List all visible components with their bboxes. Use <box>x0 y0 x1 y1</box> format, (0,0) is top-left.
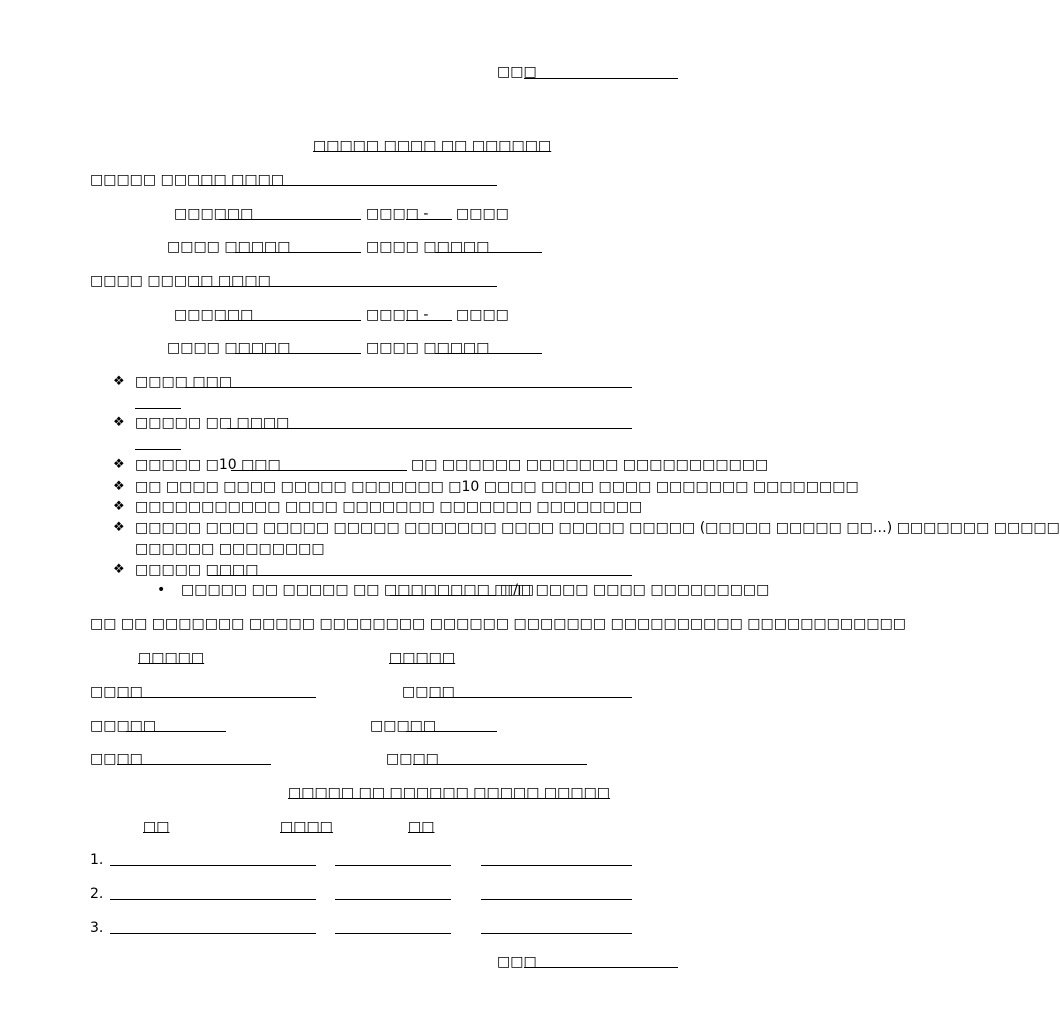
document-title: □□□□□ □□□□ □□ □□□□□□ <box>313 138 552 154</box>
witness3-signature-field[interactable] <box>481 933 632 934</box>
bullet1-label: □□□□ □□□ <box>135 374 233 390</box>
bullet-icon: ❖ <box>113 479 125 494</box>
witness2-name-field[interactable] <box>110 899 316 900</box>
right-name-field[interactable] <box>429 697 632 698</box>
witness1-address-field[interactable] <box>335 865 451 866</box>
witness-row-number: 2. <box>90 886 104 902</box>
witness3-name-field[interactable] <box>110 933 316 934</box>
witness2-signature-field[interactable] <box>481 899 632 900</box>
party1-area-field[interactable] <box>406 219 452 220</box>
party1-name-field[interactable] <box>199 185 497 186</box>
party1-address-label: □□□□□□ <box>174 206 254 222</box>
bullet7-label: □□□□□ □□□□ <box>135 562 259 578</box>
left-date-field[interactable] <box>117 764 271 765</box>
party1-phone-field[interactable] <box>235 252 361 253</box>
bullet3-label: □□□□□ □10 □□□ <box>135 457 281 473</box>
bullet3-field[interactable] <box>231 470 407 471</box>
agreement-statement: □□ □□ □□□□□□□ □□□□□ □□□□□□□□ □□□□□□ □□□□□□□ □□□□□□□□□□ □□□□□□□□□□□□ <box>90 616 907 632</box>
left-signature-label: □□□□□ <box>90 718 157 734</box>
bullet5-text: □□□□□□□□□□□ □□□□ □□□□□□□ □□□□□□□ □□□□□□□□ <box>135 499 643 515</box>
party1-address-field[interactable] <box>219 219 361 220</box>
party2-phone-label: □□□□ □□□□□ <box>167 340 291 356</box>
party2-name-field[interactable] <box>190 286 497 287</box>
right-name-label: □□□□ <box>402 684 455 700</box>
party1-name-label: □□□□□ □□□□□ □□□□ <box>90 172 285 188</box>
left-name-label: □□□□ <box>90 684 143 700</box>
party1-area-label: □□□□ - <box>366 206 429 222</box>
witness2-address-field[interactable] <box>335 899 451 900</box>
bullet7-field[interactable] <box>208 575 632 576</box>
right-signature-label: □□□□□ <box>370 718 437 734</box>
witness-title: □□□□□ □□ □□□□□□ □□□□□ □□□□□ <box>288 785 611 801</box>
party1-id-field[interactable] <box>435 252 542 253</box>
party2-district-label: □□□□ <box>456 307 509 323</box>
bullet-icon: ❖ <box>113 374 125 389</box>
witness-row-number: 3. <box>90 920 104 936</box>
right-date-label: □□□□ <box>386 751 439 767</box>
left-name-field[interactable] <box>117 697 316 698</box>
sub-bullet-field[interactable] <box>390 595 496 596</box>
party2-area-label: □□□□ - <box>366 307 429 323</box>
witness-col-signature: □□ <box>408 819 435 835</box>
bullet2-label: □□□□□ □□ □□□□ <box>135 415 290 431</box>
witness1-signature-field[interactable] <box>481 865 632 866</box>
bottom-date-field[interactable] <box>524 967 678 968</box>
bullet1-field[interactable] <box>185 387 632 388</box>
top-date-field[interactable] <box>524 78 678 79</box>
witness1-name-field[interactable] <box>110 865 316 866</box>
party2-address-label: □□□□□□ <box>174 307 254 323</box>
bullet3-text: □□ □□□□□□ □□□□□□□ □□□□□□□□□□□ <box>411 457 769 473</box>
party2-id-field[interactable] <box>435 353 542 354</box>
party2-phone-field[interactable] <box>235 353 361 354</box>
bottom-date-label: □□□ <box>497 954 537 970</box>
party2-area-field[interactable] <box>406 320 452 321</box>
right-party-heading: □□□□□ <box>389 650 456 666</box>
bullet4-text: □□ □□□□ □□□□ □□□□□ □□□□□□□ □10 □□□□ □□□□ □□□□ □□□□□□□ □□□□□□□□ <box>135 479 859 495</box>
sub-bullet-text-end: □/□ □□□□ □□□□ □□□□□□□□□ <box>500 582 770 598</box>
sub-bullet-text: □□□□□ □□ □□□□□ □□ □□□□□□□□ □□□ <box>181 582 534 598</box>
left-party-heading: □□□□□ <box>138 650 205 666</box>
witness-col-address: □□□□ <box>280 819 333 835</box>
bullet-icon: ❖ <box>113 499 125 514</box>
bullet-icon: ❖ <box>113 562 125 577</box>
party2-id-label: □□□□ □□□□□ <box>366 340 490 356</box>
party1-district-label: □□□□ <box>456 206 509 222</box>
left-date-label: □□□□ <box>90 751 143 767</box>
party1-phone-label: □□□□ □□□□□ <box>167 239 291 255</box>
bullet1-field-cont[interactable] <box>135 408 181 409</box>
bullet6-text-cont: □□□□□□ □□□□□□□□ <box>135 541 325 557</box>
bullet6-text: □□□□□ □□□□ □□□□□ □□□□□ □□□□□□□ □□□□ □□□□□ □□□□□ (□□□□□ □□□□□ □□…) □□□□□□□ □□□□□ <box>135 520 1060 536</box>
bullet-icon: ❖ <box>113 457 125 472</box>
bullet-icon: ❖ <box>113 520 125 535</box>
right-date-field[interactable] <box>413 764 587 765</box>
sub-bullet-icon: • <box>157 582 166 598</box>
witness-col-name: □□ <box>143 819 170 835</box>
party1-id-label: □□□□ □□□□□ <box>366 239 490 255</box>
witness3-address-field[interactable] <box>335 933 451 934</box>
bullet2-field-cont[interactable] <box>135 449 181 450</box>
left-signature-field[interactable] <box>126 731 226 732</box>
right-signature-field[interactable] <box>406 731 497 732</box>
bullet-icon: ❖ <box>113 415 125 430</box>
party2-address-field[interactable] <box>219 320 361 321</box>
witness-row-number: 1. <box>90 852 104 868</box>
bullet2-field[interactable] <box>227 428 632 429</box>
party2-name-label: □□□□ □□□□□ □□□□ <box>90 273 271 289</box>
top-date-label: □□□ <box>497 64 537 80</box>
